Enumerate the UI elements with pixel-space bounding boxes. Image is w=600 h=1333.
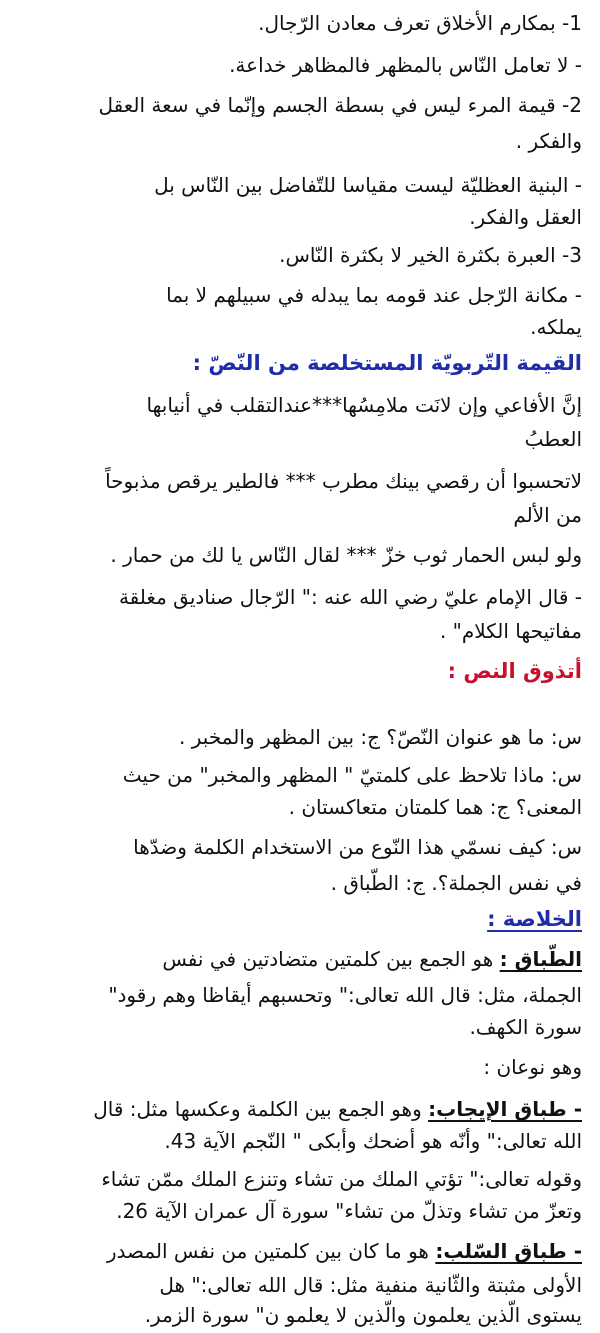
definition-text: وهو الجمع بين الكلمة وعكسها مثل: قال [93,1097,422,1121]
question-line: س: كيف نسمّي هذا النّوع من الاستخدام الكلمة وضدّها [133,835,582,859]
section-heading: أتذوق النص : [447,659,582,683]
poem-line: ولو لبس الحمار ثوب خزّ *** لقال النّاس يا لك من حمار . [110,543,582,567]
quote-line: مفاتيحها الكلام" . [439,619,582,643]
text-line: - البنية العظليّة ليست مقياسا للتّفاضل بين النّاس بل [154,173,582,197]
poem-line: لاتحسبوا أن رقصي بينك مطرب *** فالطير يرقص مذبوحاً [105,469,582,493]
definition-line [14,944,582,974]
definition-line: الأولى مثبتة والثّانية منفية مثل: قال الله تعالى:" هل [159,1273,582,1297]
poem-line: العطبُ [524,427,582,451]
text-line: والفكر . [515,129,582,153]
section-heading: القيمة التّربويّة المستخلصة من النّصّ : [192,351,582,375]
text-line: يملكه. [530,315,582,339]
text-line: - مكانة الرّجل عند قومه بما يبدله في سبيلهم لا بما [166,283,582,307]
definition-line: الجملة، مثل: قال الله تعالى:" وتحسبهم أيقاظا وهم رقود" [108,983,582,1007]
definition-line: وهو نوعان : [483,1055,582,1079]
definition-line: وقوله تعالى:" تؤتي الملك من تشاء وتنزع الملك ممّن تشاء [101,1167,582,1191]
definition-line [14,1094,582,1124]
section-heading: الخلاصة : [487,907,582,931]
text-line: 1- بمكارم الأخلاق تعرف معادن الرّجال. [258,11,582,35]
text-line: 2- قيمة المرء ليس في بسطة الجسم وإنّما في سعة العقل [98,93,582,117]
definition-text: هو الجمع بين كلمتين متضادتين في نفس [162,947,494,971]
poem-line: من الألم [513,503,582,527]
question-line: في نفس الجملة؟. ج: الطّباق . [330,871,582,895]
question-line: المعنى؟ ج: هما كلمتان متعاكستان . [288,795,582,819]
text-line: - لا تعامل النّاس بالمظهر فالمظاهر خداعة. [229,53,582,77]
definition-line: يستوى الّذين يعلمون والّذين لا يعلمو ن" سورة الزمر. [144,1303,582,1327]
definition-line: وتعزّ من تشاء وتذلّ من تشاء" سورة آل عمران الآية 26. [116,1199,582,1223]
question-line: س: ماذا تلاحظ على كلمتيّ " المظهر والمخبر" من حيث [122,763,582,787]
term-label: الطّباق : [499,947,582,971]
text-line: 3- العبرة بكثرة الخير لا بكثرة النّاس. [279,243,582,267]
definition-line: سورة الكهف. [469,1015,582,1039]
definition-line [14,1236,582,1266]
definition-line: الله تعالى:" وأنّه هو أضحك وأبكى " النّجم الآية 43. [164,1129,582,1153]
term-label: - طباق الإيجاب: [428,1097,582,1121]
question-line: س: ما هو عنوان النّصّ؟ ج: بين المظهر والمخبر . [179,725,582,749]
term-label: - طباق السّلب: [435,1239,582,1263]
definition-text: هو ما كان بين كلمتين من نفس المصدر [106,1239,429,1263]
poem-line: إنَّ الأفاعي وإن لانَت ملامِسُها***عندالتقلب في أنيابها [146,393,582,417]
text-line: العقل والفكر. [469,205,582,229]
quote-line: - قال الإمام عليّ رضي الله عنه :" الرّجال صناديق مغلقة [118,585,582,609]
